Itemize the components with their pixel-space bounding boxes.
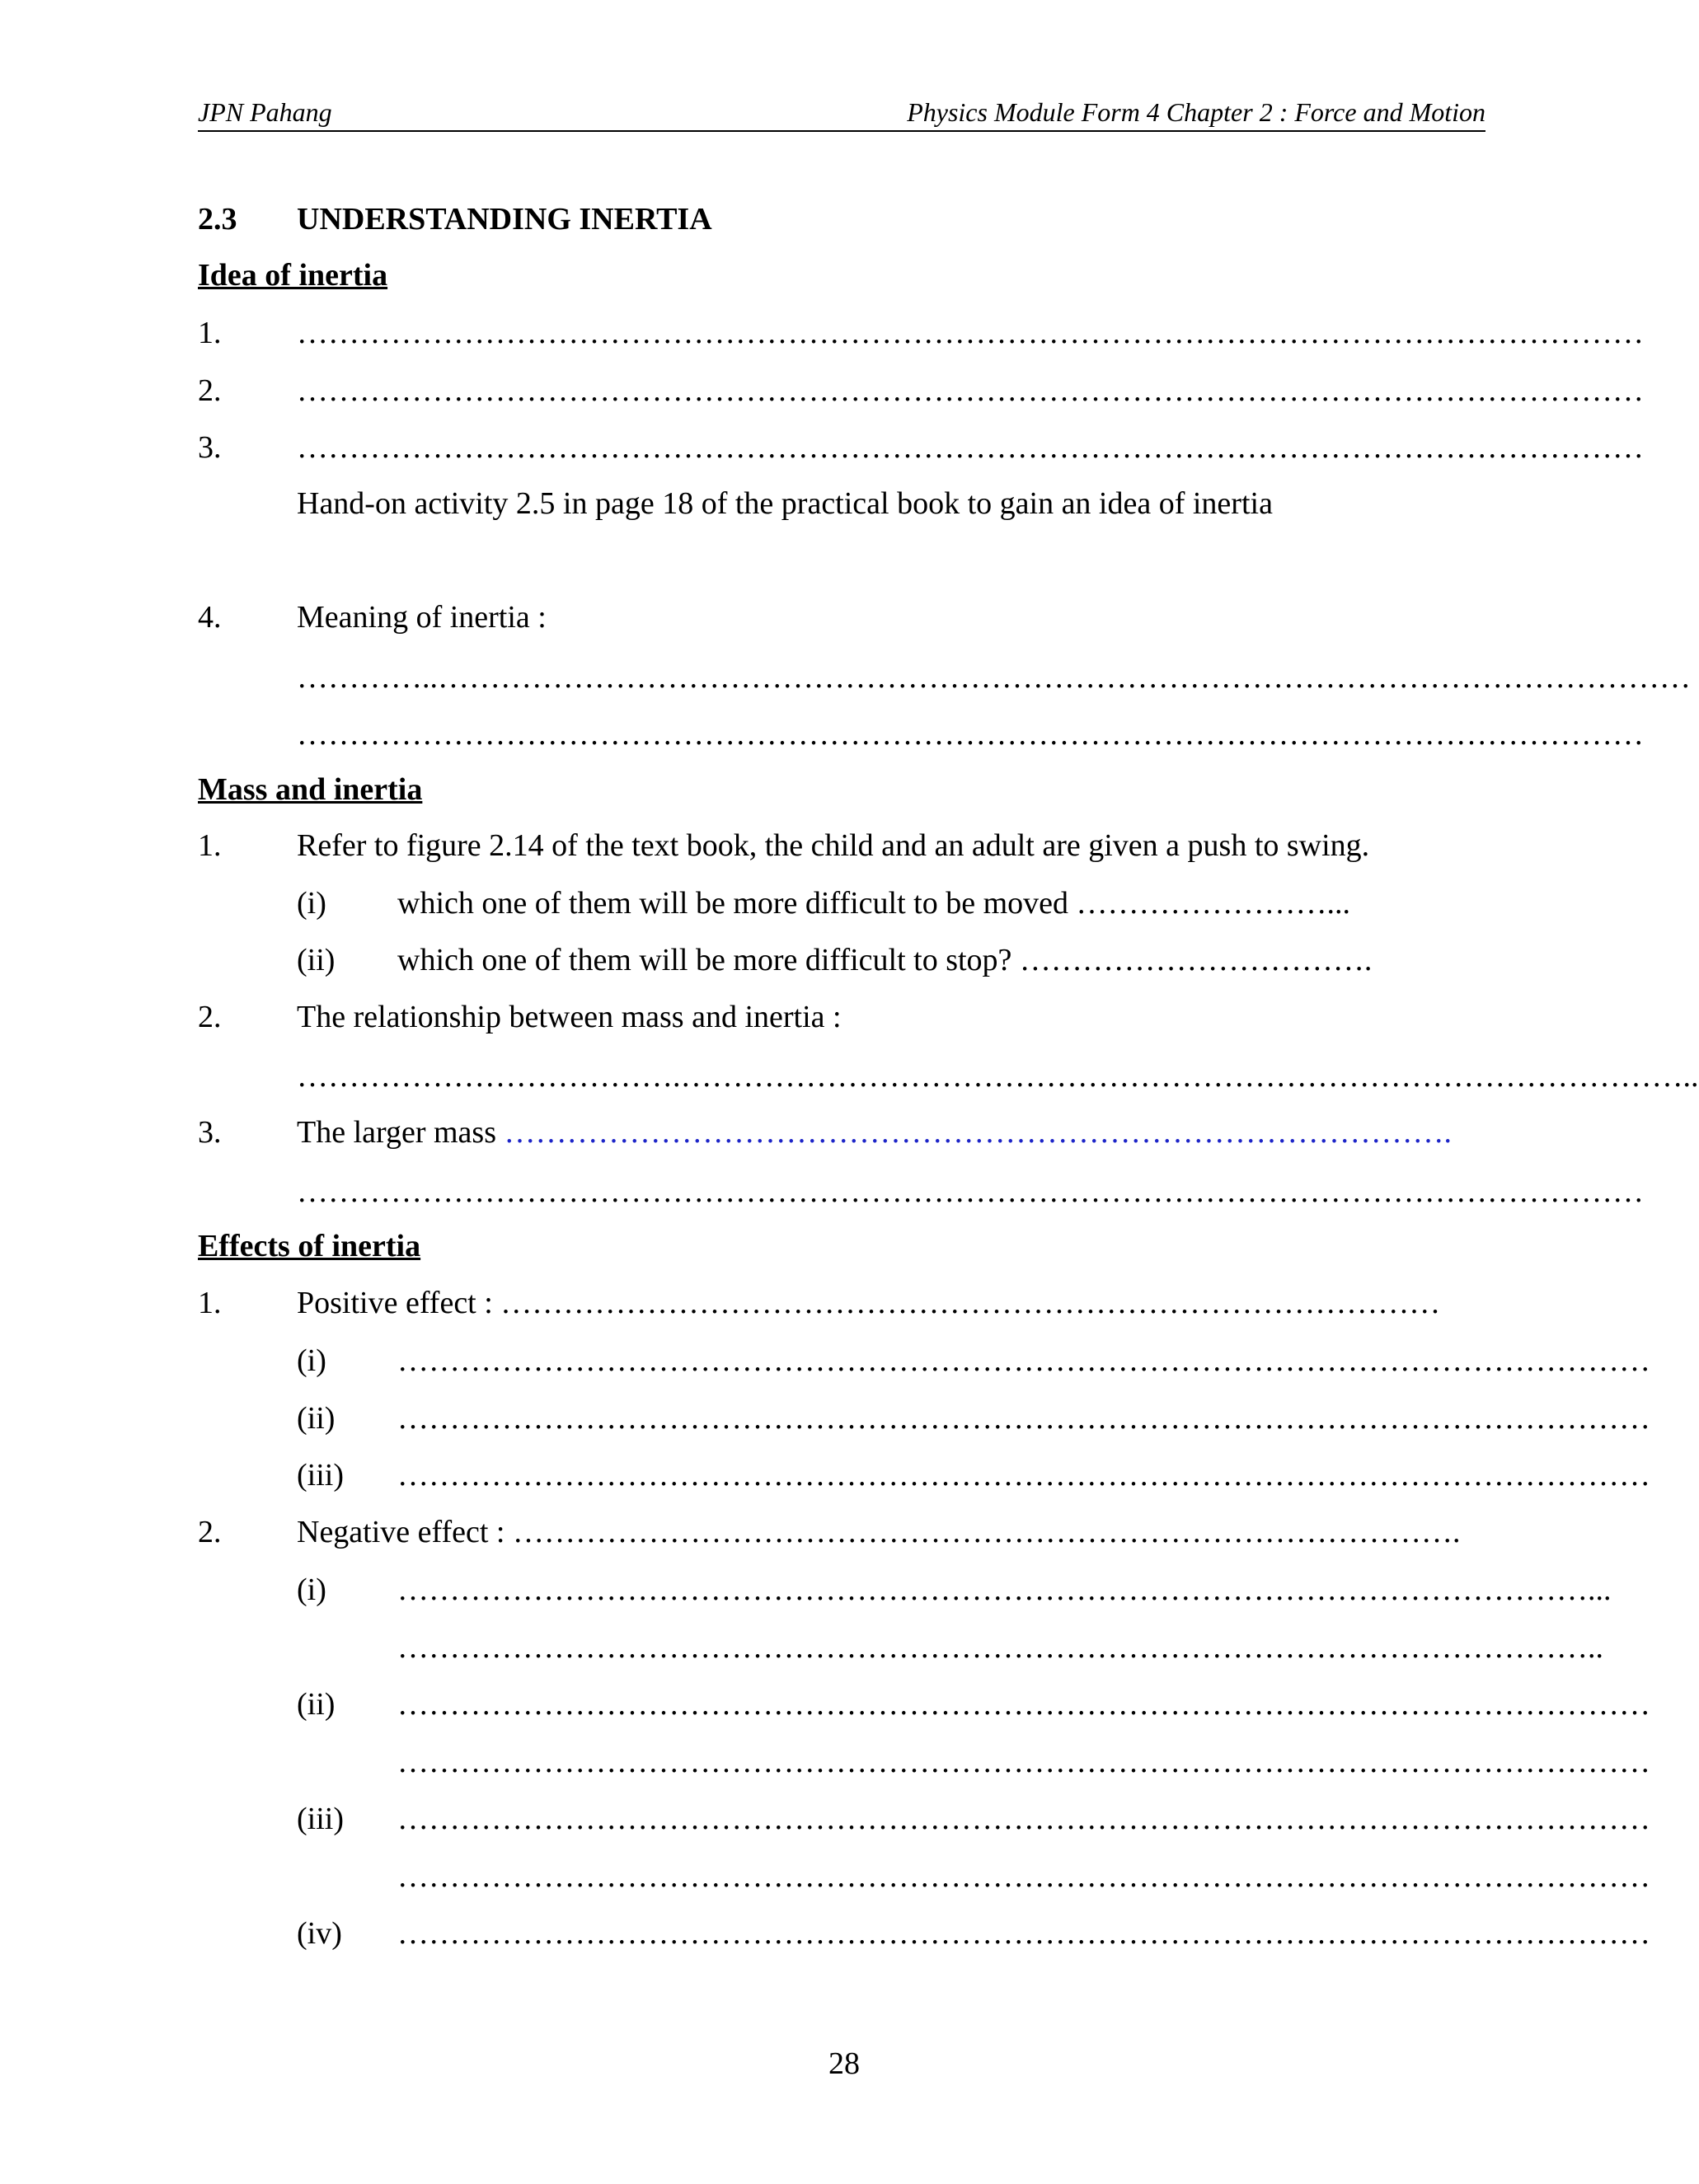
sub-item-number: (i) — [297, 886, 326, 921]
item-number: 3. — [198, 1115, 222, 1150]
answer-line: ……………………………………………………………………………… — [500, 1286, 1441, 1320]
answer-line: ……………………... — [1076, 886, 1350, 921]
answer-line: ………………………………………………………………………………………………………………… — [297, 1174, 1644, 1209]
answer-line: ………………………………………………………………………………………………………… — [397, 1687, 1650, 1722]
answer-line: ………………………………………………………………………………. — [513, 1515, 1461, 1549]
item-number: 2. — [198, 1000, 222, 1034]
sub-item-number: (ii) — [297, 1401, 336, 1436]
answer-line: ………………………………………………………………………………………………………… — [397, 1802, 1650, 1836]
answer-line: ………………………………………………………………………………………………………………… — [297, 717, 1644, 752]
item-text: The relationship between mass and inertia : — [297, 1000, 842, 1034]
activity-note: Hand-on activity 2.5 in page 18 of the practical book to gain an idea of inertia — [297, 486, 1273, 521]
meaning-label: Meaning of inertia : — [297, 600, 547, 635]
answer-line: ………………………………………………………………………………………………………………… — [297, 373, 1644, 408]
header-left: JPN Pahang — [198, 97, 332, 127]
item-number: 3. — [198, 430, 222, 465]
header-right: Physics Module Form 4 Chapter 2 : Force and Motion — [907, 97, 1485, 127]
sub-item-number: (ii) — [297, 943, 336, 977]
sub-item-text: which one of them will be more difficult to stop? — [397, 943, 1012, 977]
answer-line: ………………………………………………………………………………………………………… — [397, 1401, 1650, 1436]
answer-line: ………………………………………………………………………………………………………… — [397, 1343, 1650, 1378]
page-number: 28 — [828, 2046, 860, 2081]
negative-effect-label: Negative effect : — [297, 1515, 505, 1549]
sub-item-number: (ii) — [297, 1687, 336, 1722]
answer-line: …………..………………………………………………………………………………………………………… — [297, 660, 1691, 695]
sub-item-number: (i) — [297, 1572, 326, 1607]
item-number: 1. — [198, 1286, 222, 1320]
page-header — [198, 97, 1485, 132]
answer-line: …………………………………………………………………………………………………….. — [397, 1630, 1603, 1665]
sub-item-number: (i) — [297, 1343, 326, 1378]
positive-effect-label: Positive effect : — [297, 1286, 493, 1320]
item-text: Refer to figure 2.14 of the text book, the child and an adult are given a push to swing. — [297, 828, 1370, 863]
answer-line: ………………………………………………………………………………………………………… — [397, 1916, 1650, 1951]
item-text: The larger mass — [297, 1115, 496, 1150]
heading-mass-and-inertia: Mass and inertia — [198, 772, 423, 807]
item-number: 1. — [198, 828, 222, 863]
sub-item-number: (iv) — [297, 1916, 342, 1951]
answer-line-blue: ………………………………………………………………………………. — [504, 1115, 1452, 1150]
answer-line: ……………………………….…………………………………………………………………………………….. — [297, 1059, 1699, 1094]
sub-item-text: which one of them will be more difficult to be moved — [397, 886, 1068, 921]
answer-line: ……………………………. — [1019, 943, 1373, 977]
item-number: 4. — [198, 600, 222, 635]
answer-line: ………………………………………………………………………………………………………… — [397, 1745, 1650, 1779]
section-number: 2.3 — [198, 202, 237, 237]
section-title-text: UNDERSTANDING INERTIA — [297, 202, 712, 237]
sub-item-number: (iii) — [297, 1802, 344, 1836]
answer-line: ………………………………………………………………………………………………………… — [397, 1458, 1650, 1493]
answer-line: ………………………………………………………………………………………………………………… — [297, 430, 1644, 465]
sub-item-number: (iii) — [297, 1458, 344, 1493]
item-number: 2. — [198, 373, 222, 408]
answer-line: ………………………………………………………………………………………………………… — [397, 1859, 1650, 1894]
answer-line: ……………………………………………………………………………………………………... — [397, 1572, 1612, 1607]
answer-line: ………………………………………………………………………………………………………………… — [297, 316, 1644, 350]
item-number: 1. — [198, 316, 222, 350]
heading-effects-of-inertia: Effects of inertia — [198, 1229, 421, 1263]
item-number: 2. — [198, 1515, 222, 1549]
heading-idea-of-inertia: Idea of inertia — [198, 258, 388, 293]
